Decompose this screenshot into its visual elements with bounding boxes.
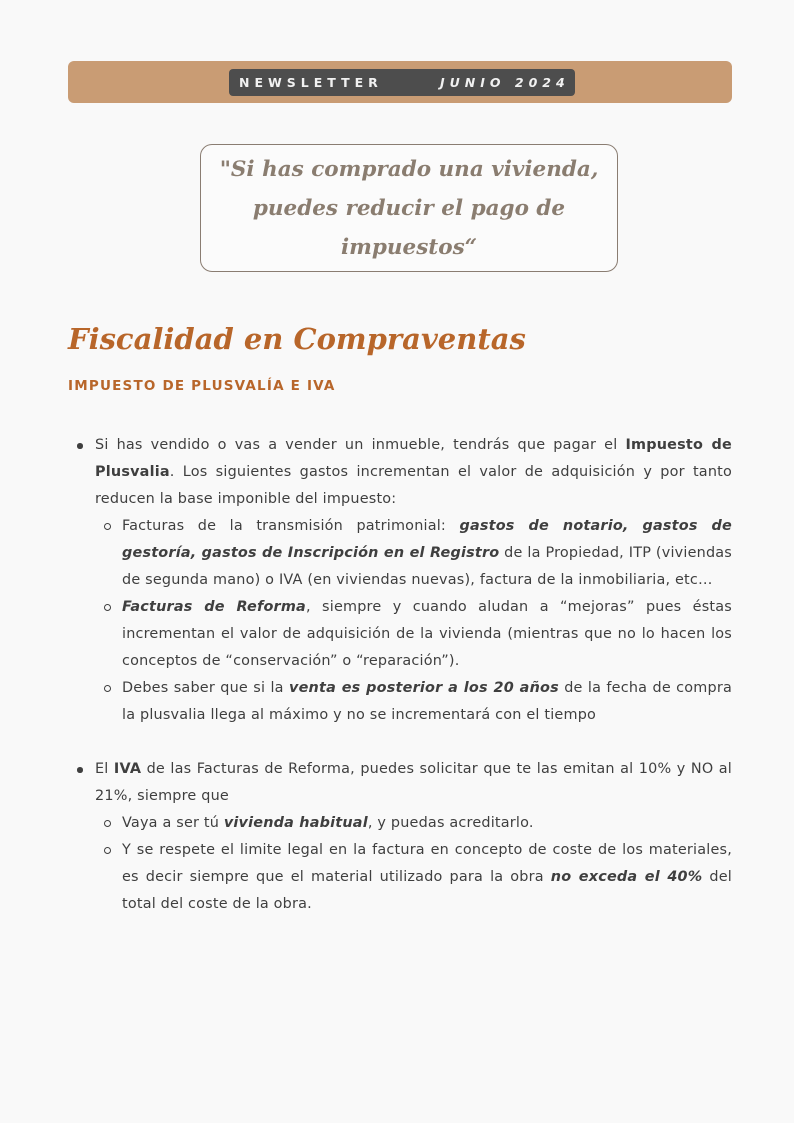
article-body <box>68 432 732 918</box>
text-run: Si has vendido o vas a vender un inmueble, tendrás que pagar el <box>95 437 626 453</box>
newsletter-header-pill <box>229 69 575 96</box>
sub-list-item <box>95 675 732 729</box>
text-run: El <box>95 761 114 777</box>
text-run: del total del coste de la obra. <box>122 869 732 912</box>
text-run: Debes saber que si la <box>122 680 289 696</box>
text-run: Facturas de la transmisión patrimonial: <box>122 518 460 534</box>
text-run: , siempre y cuando aludan a “mejoras” pues éstas incrementan el valor de adquisición de la vivienda (mientras que no lo hacen los conceptos de “conservación” o “reparación”). <box>122 599 732 669</box>
emphasis-text: Facturas de Reforma <box>122 599 306 615</box>
emphasis-text: gastos de notario, gastos de gestoría, gastos de Inscripción en el Registro <box>122 518 732 561</box>
page-title: Fiscalidad en Compraventas <box>68 322 526 356</box>
text-run: Y se respete el limite legal en la factura en concepto de coste de los materiales, es decir siempre que el material utilizado para la obra <box>122 842 732 885</box>
quote-box <box>200 144 618 272</box>
sub-list-item <box>95 837 732 918</box>
emphasis-text: venta es posterior a los 20 años <box>289 680 559 696</box>
sub-list-item <box>95 594 732 675</box>
sub-list-item <box>95 513 732 594</box>
main-bullet-list <box>68 432 732 918</box>
emphasis-text: Impuesto de Plusvalia <box>95 437 732 480</box>
sub-bullet-list <box>95 810 732 918</box>
text-run: de las Facturas de Reforma, puedes solicitar que te las emitan al 10% y NO al 21%, siempre que <box>95 761 732 804</box>
list-item <box>68 432 732 729</box>
text-run: de la Propiedad, ITP (viviendas de segunda mano) o IVA (en viviendas nuevas), factura de la inmobiliaria, etc… <box>122 545 732 588</box>
text-run: . Los siguientes gastos incrementan el valor de adquisición y por tanto reducen la base imponible del impuesto: <box>95 464 732 507</box>
sub-list-item <box>95 810 732 837</box>
text-run: , y puedas acreditarlo. <box>367 815 534 831</box>
text-run: de la fecha de compra la plusvalia llega al máximo y no se incrementará con el tiempo <box>122 680 732 723</box>
newsletter-label: NEWSLETTER <box>239 75 383 90</box>
emphasis-text: IVA <box>113 761 142 777</box>
section-subtitle: IMPUESTO DE PLUSVALÍA E IVA <box>68 378 336 394</box>
issue-date: JUNIO 2024 <box>440 75 570 90</box>
emphasis-text: vivienda habitual <box>223 815 368 831</box>
list-item <box>68 756 732 918</box>
emphasis-text: no exceda el 40% <box>550 869 703 885</box>
quote-text: "Si has comprado una vivienda, puedes reducir el pago de impuestos“ <box>219 156 599 260</box>
text-run: Vaya a ser tú <box>122 815 224 831</box>
sub-bullet-list <box>95 513 732 729</box>
